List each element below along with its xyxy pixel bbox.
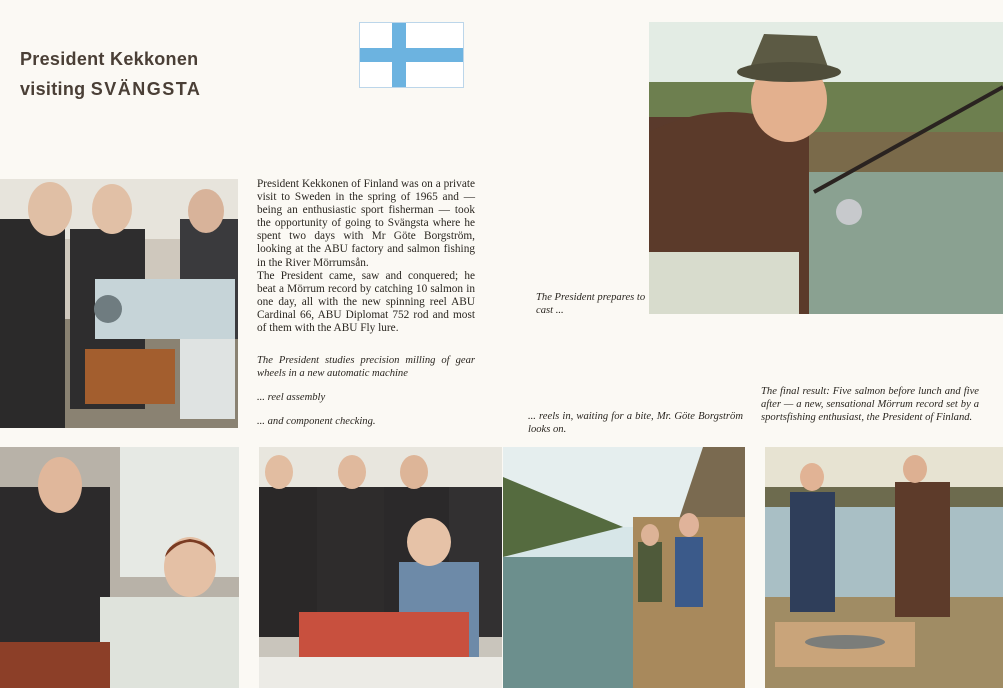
- caption-prepares: The President prepares to cast ...: [536, 292, 646, 316]
- article-paragraph-1: President Kekkonen of Finland was on a private visit to Sweden in the spring of 1965 and — being an enthusiastic sport fisherman — took the opportunity of going to Svängsta where he spent two days with Mr Göte Borgström, looking at the ABU factory and salmon fishing in the River Mörrumsån.: [257, 178, 475, 269]
- finnish-flag-icon: [359, 22, 464, 88]
- page-headline: [20, 44, 260, 104]
- headline-place: SVÄNGSTA: [90, 79, 202, 99]
- headline-line-2-prefix: visiting: [20, 79, 91, 99]
- photo-reels-in: [503, 447, 745, 688]
- photo-reel-assembly: [0, 447, 239, 688]
- headline-line-2: [20, 74, 260, 104]
- photo-president-casting: [649, 22, 1003, 314]
- article-paragraph-2: The President came, saw and conquered; he beat a Mörrum record by catching 10 salmon in one day, all with the new spinning reel ABU Cardinal 66, ABU Diplomat 752 rod and most of them with the ABU Fly lure.: [257, 269, 475, 335]
- headline-line-1: President Kekkonen: [20, 49, 199, 69]
- caption-final-result: The final result: Five salmon before lunch and five after — a new, sensational Mörrum record set by a sportsfishing enthusiast, the President of Finland.: [761, 386, 979, 423]
- article-body: [257, 178, 475, 335]
- caption-reels-in: ... reels in, waiting for a bite, Mr. Göte Borgström looks on.: [528, 411, 743, 435]
- photo-milling-machine: [0, 179, 238, 428]
- photo-component-checking: [259, 447, 502, 688]
- caption-reel-assembly: ... reel assembly: [257, 392, 326, 403]
- caption-milling: The President studies precision milling of gear wheels in a new automatic machine: [257, 355, 475, 379]
- caption-component-checking: ... and component checking.: [257, 416, 376, 427]
- photo-final-result: [765, 447, 1003, 688]
